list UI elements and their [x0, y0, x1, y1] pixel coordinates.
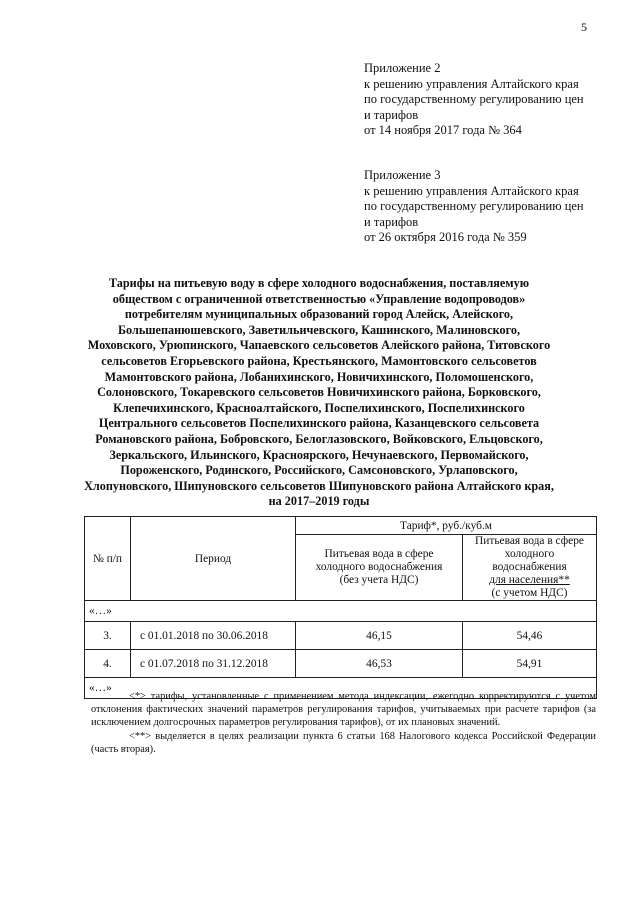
- table-ellipsis-row: [85, 601, 597, 622]
- title-line: Пороженского, Родинского, Российского, Самсоновского, Урлаповского,: [120, 463, 518, 478]
- tariff-table: [84, 516, 597, 699]
- row-number: 4.: [85, 650, 131, 678]
- appendix-3-line: Приложение 3: [364, 168, 441, 182]
- header-line: (без учета НДС): [339, 574, 419, 586]
- title-line: на 2017–2019 годы: [268, 494, 370, 509]
- appendix-3-line: по государственному регулированию цен: [364, 199, 584, 213]
- appendix-3-line: к решению управления Алтайского края: [364, 183, 579, 198]
- row-period: с 01.07.2018 по 31.12.2018: [131, 650, 296, 678]
- footnote: <*> тарифы, установленные с применением метода индексации, ежегодно корректируются с учетом отклонения фактических значений параметров регулирования тарифов, учитываемых при расчете тарифов (за исключением долгосрочных параметров регулирования тарифов), от их плановых значений.: [91, 691, 596, 729]
- header-period: Период: [131, 517, 296, 601]
- header-tariff-no-vat: [296, 535, 463, 601]
- header-number: № п/п: [85, 517, 131, 601]
- appendix-2-line: и тарифов: [364, 107, 419, 122]
- title-line: Хлопуновского, Шипуновского сельсоветов Шипуновского района Алтайского края,: [84, 478, 554, 493]
- row-tariff-no-vat: 46,15: [296, 622, 463, 650]
- header-line: Питьевая вода в сфере: [475, 535, 584, 547]
- appendix-2-line: от 14 ноября 2017 года № 364: [364, 123, 522, 137]
- footnote: <**> выделяется в целях реализации пункта 6 статьи 168 Налогового кодекса Российской Федерации (часть вторая).: [91, 730, 596, 755]
- header-line: (с учетом НДС): [491, 587, 568, 599]
- title-line: Романовского района, Бобровского, Белоглазовского, Войковского, Ельцовского,: [95, 431, 543, 446]
- document-title: [84, 276, 554, 510]
- appendix-2-line: к решению управления Алтайского края: [364, 76, 579, 91]
- title-line: Моховского, Урюпинского, Чапаевского сельсоветов Алейского района, Титовского: [87, 338, 551, 353]
- title-line: Солоновского, Токаревского сельсоветов Новичихинского района, Борковского,: [97, 385, 541, 400]
- table-header-row: [85, 517, 597, 535]
- row-period: с 01.01.2018 по 30.06.2018: [131, 622, 296, 650]
- appendix-2-line: по государственному регулированию цен: [364, 92, 584, 106]
- header-line: холодного водоснабжения: [315, 561, 443, 573]
- row-number: 3.: [85, 622, 131, 650]
- title-line: сельсоветов Егорьевского района, Крестьянского, Мамонтовского сельсоветов: [101, 353, 537, 368]
- footnotes: [91, 690, 596, 756]
- title-line: Центрального сельсоветов Поспелихинского района, Казанцевского сельсовета: [98, 416, 540, 431]
- title-line: потребителям муниципальных образований город Алейск, Алейского,: [124, 307, 514, 322]
- table-row: [85, 622, 597, 650]
- appendix-3-line: от 26 октября 2016 года № 359: [364, 230, 527, 244]
- table-row: [85, 650, 597, 678]
- title-line: Мамонтовского района, Лобанихинского, Новичихинского, Поломошенского,: [104, 369, 534, 384]
- row-tariff-with-vat: 54,91: [463, 650, 597, 678]
- header-tariff-with-vat: [463, 535, 597, 601]
- title-line: Клепечихинского, Красноалтайского, Поспелихинского, Поспелихинского: [113, 400, 525, 415]
- row-tariff-with-vat: 54,46: [463, 622, 597, 650]
- header-line: Питьевая вода в сфере: [324, 548, 434, 560]
- ellipsis-cell: «…»: [85, 678, 597, 699]
- title-line: Большепанюшевского, Заветильичевского, Кашинского, Малиновского,: [118, 322, 520, 337]
- appendix-2-header: [364, 61, 584, 139]
- appendix-2-line: Приложение 2: [364, 61, 441, 75]
- header-line: холодного водоснабжения: [492, 548, 567, 573]
- ellipsis-cell: «…»: [85, 601, 597, 622]
- appendix-3-line: и тарифов: [364, 214, 419, 229]
- title-line: обществом с ограниченной ответственностью «Управление водопроводов»: [112, 291, 526, 306]
- page-number: 5: [581, 20, 587, 34]
- title-line: Тарифы на питьевую воду в сфере холодного водоснабжения, поставляемую: [108, 276, 530, 290]
- header-line: для населения**: [489, 574, 570, 586]
- row-tariff-no-vat: 46,53: [296, 650, 463, 678]
- appendix-3-header: [364, 168, 584, 246]
- title-line: Зеркальского, Ильинского, Красноярского, Нечунаевского, Первомайского,: [109, 447, 529, 462]
- header-tariff: Тариф*, руб./куб.м: [296, 517, 597, 535]
